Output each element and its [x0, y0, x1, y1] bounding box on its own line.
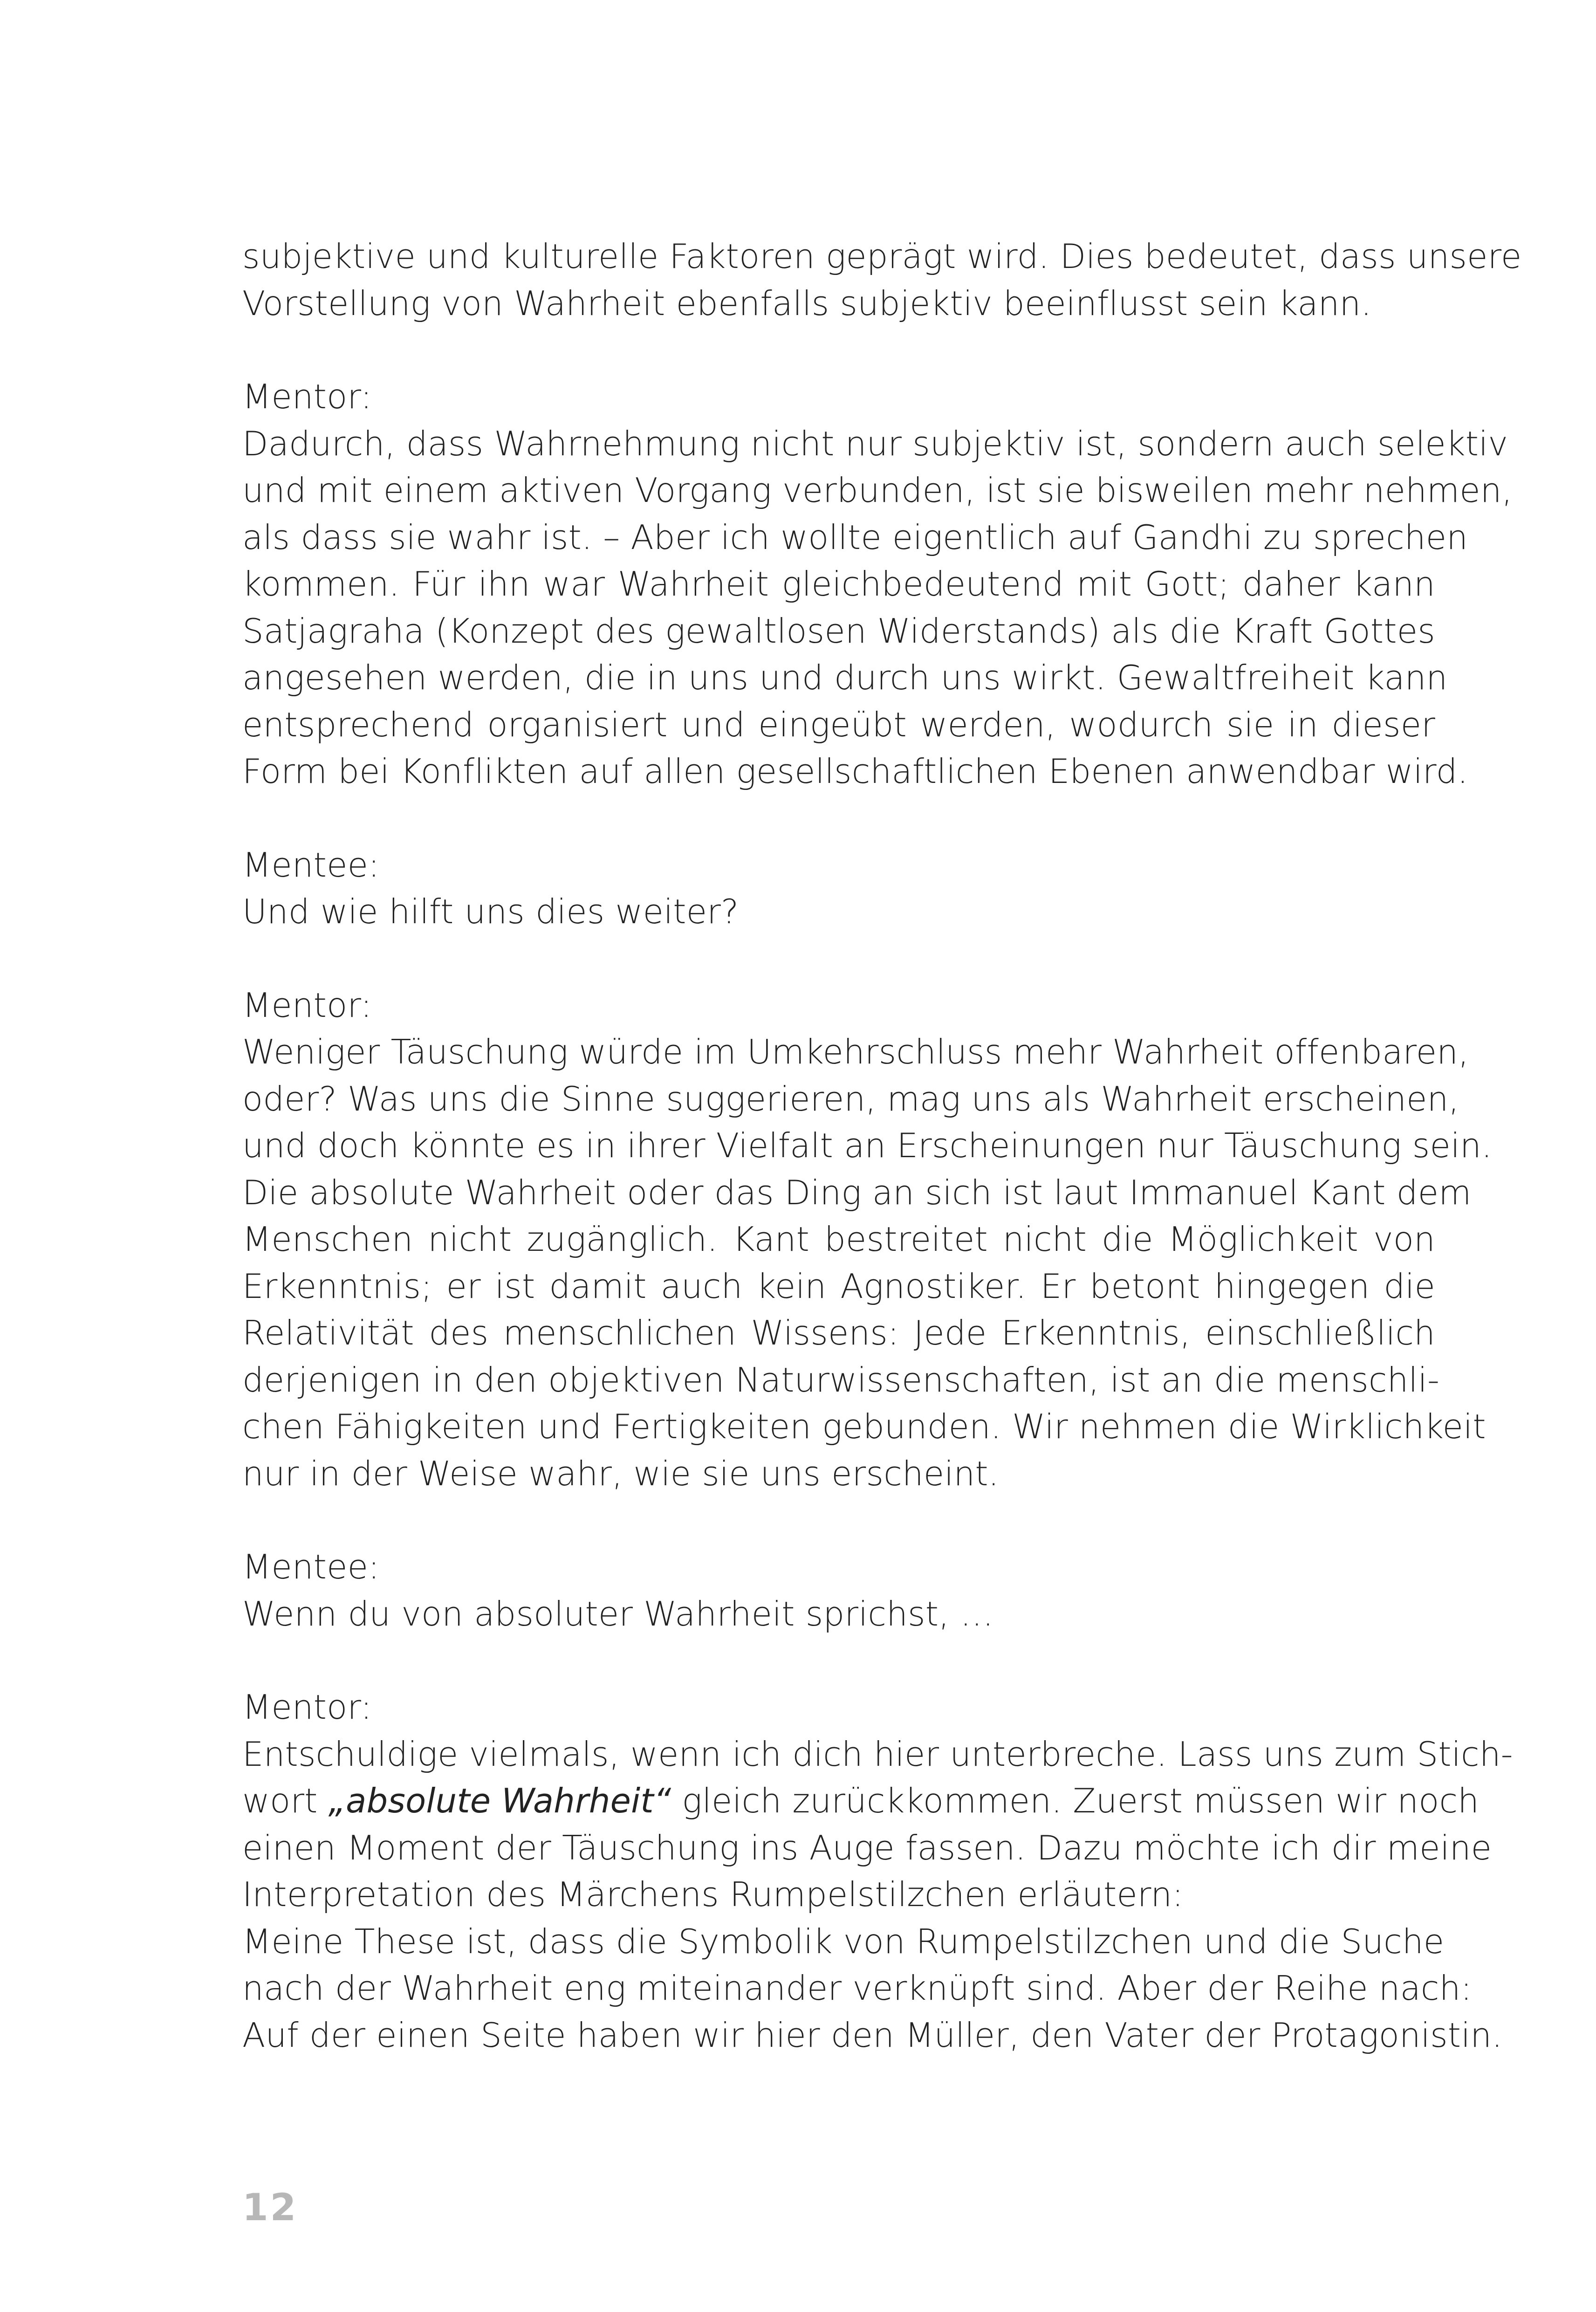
speaker-label: Mentor:	[242, 1688, 372, 1727]
dialogue-paragraph	[242, 1731, 1513, 2059]
text-line: Satjagraha (Konzept des gewaltlosen Widerstands) als die Kraft Gottes	[242, 611, 1435, 651]
text-line: Menschen nicht zugänglich. Kant bestreitet nicht die Möglichkeit von	[242, 1220, 1435, 1259]
text-line: Entschuldige vielmals, wenn ich dich hier unterbreche. Lass uns zum Stich-	[242, 1734, 1513, 1774]
text-line: Interpretation des Märchens Rumpelstilzchen erläutern:	[242, 1875, 1184, 1914]
text-line: Erkenntnis; er ist damit auch kein Agnostiker. Er betont hingegen die	[242, 1266, 1435, 1306]
speaker-label: Mentor:	[242, 377, 372, 416]
dialogue-paragraph	[242, 1029, 1493, 1497]
text-line: und mit einem aktiven Vorgang verbunden, ist sie bisweilen mehr nehmen,	[242, 471, 1513, 510]
text-line: als dass sie wahr ist. – Aber ich wollte eigentlich auf Gandhi zu sprechen	[242, 517, 1468, 557]
text-line: Dadurch, dass Wahrnehmung nicht nur subjektiv ist, sondern auch selektiv	[242, 424, 1508, 463]
page-number: 12	[242, 2186, 298, 2229]
text-line: chen Fähigkeiten und Fertigkeiten gebunden. Wir nehmen die Wirklichkeit	[242, 1407, 1486, 1446]
text-line: Relativität des menschlichen Wissens: Jede Erkenntnis, einschließlich	[242, 1313, 1435, 1352]
speaker-label: Mentee:	[242, 845, 380, 885]
speaker-label: Mentee:	[242, 1547, 380, 1586]
text-line: entsprechend organisiert und eingeübt werden, wodurch sie in dieser	[242, 705, 1435, 744]
italic-phrase: „absolute Wahrheit“	[328, 1781, 671, 1820]
text-line: Auf der einen Seite haben wir hier den Müller, den Vater der Protagonistin.	[242, 2015, 1503, 2055]
text-line: Weniger Täuschung würde im Umkehrschluss mehr Wahrheit offenbaren,	[242, 1032, 1469, 1071]
text-line: Vorstellung von Wahrheit ebenfalls subjektiv beeinflusst sein kann.	[242, 283, 1372, 323]
text-line: Form bei Konflikten auf allen gesellschaftlichen Ebenen anwendbar wird.	[242, 752, 1468, 791]
dialogue-paragraph	[242, 888, 1435, 935]
text-line: nach der Wahrheit eng miteinander verknüpft sind. Aber der Reihe nach:	[242, 1969, 1473, 2008]
dialogue-paragraph	[242, 420, 1513, 795]
text-line: Die absolute Wahrheit oder das Ding an sich ist laut Immanuel Kant dem	[242, 1173, 1472, 1212]
text-line: Meine These ist, dass die Symbolik von Rumpelstilzchen und die Suche	[242, 1921, 1445, 1961]
text-line: kommen. Für ihn war Wahrheit gleichbedeutend mit Gott; daher kann	[242, 564, 1435, 604]
text-line: Und wie hilft uns dies weiter?	[242, 892, 739, 931]
text-line: Wenn du von absoluter Wahrheit sprichst, …	[242, 1594, 994, 1633]
dialogue-paragraph	[242, 1591, 1435, 1638]
page-body	[242, 233, 1522, 2058]
text-line: angesehen werden, die in uns und durch uns wirkt. Gewaltfreiheit kann	[242, 658, 1448, 697]
text-line: subjektive und kulturelle Faktoren geprägt wird. Dies bedeutet, dass unsere	[242, 237, 1522, 276]
speaker-label: Mentor:	[242, 985, 372, 1025]
text-line-with-italic: wort „absolute Wahrheit“ gleich zurückkommen. Zuerst müssen wir noch	[242, 1781, 1480, 1820]
text-line: und doch könnte es in ihrer Vielfalt an Erscheinungen nur Täuschung sein.	[242, 1126, 1493, 1165]
text-line: derjenigen in den objektiven Naturwissenschaften, ist an die menschli-	[242, 1360, 1440, 1400]
text-line: einen Moment der Täuschung ins Auge fassen. Dazu möchte ich dir meine	[242, 1828, 1492, 1867]
text-line: oder? Was uns die Sinne suggerieren, mag uns als Wahrheit erscheinen,	[242, 1079, 1459, 1118]
text-line: nur in der Weise wahr, wie sie uns erscheint.	[242, 1454, 999, 1493]
intro-paragraph	[242, 233, 1522, 327]
